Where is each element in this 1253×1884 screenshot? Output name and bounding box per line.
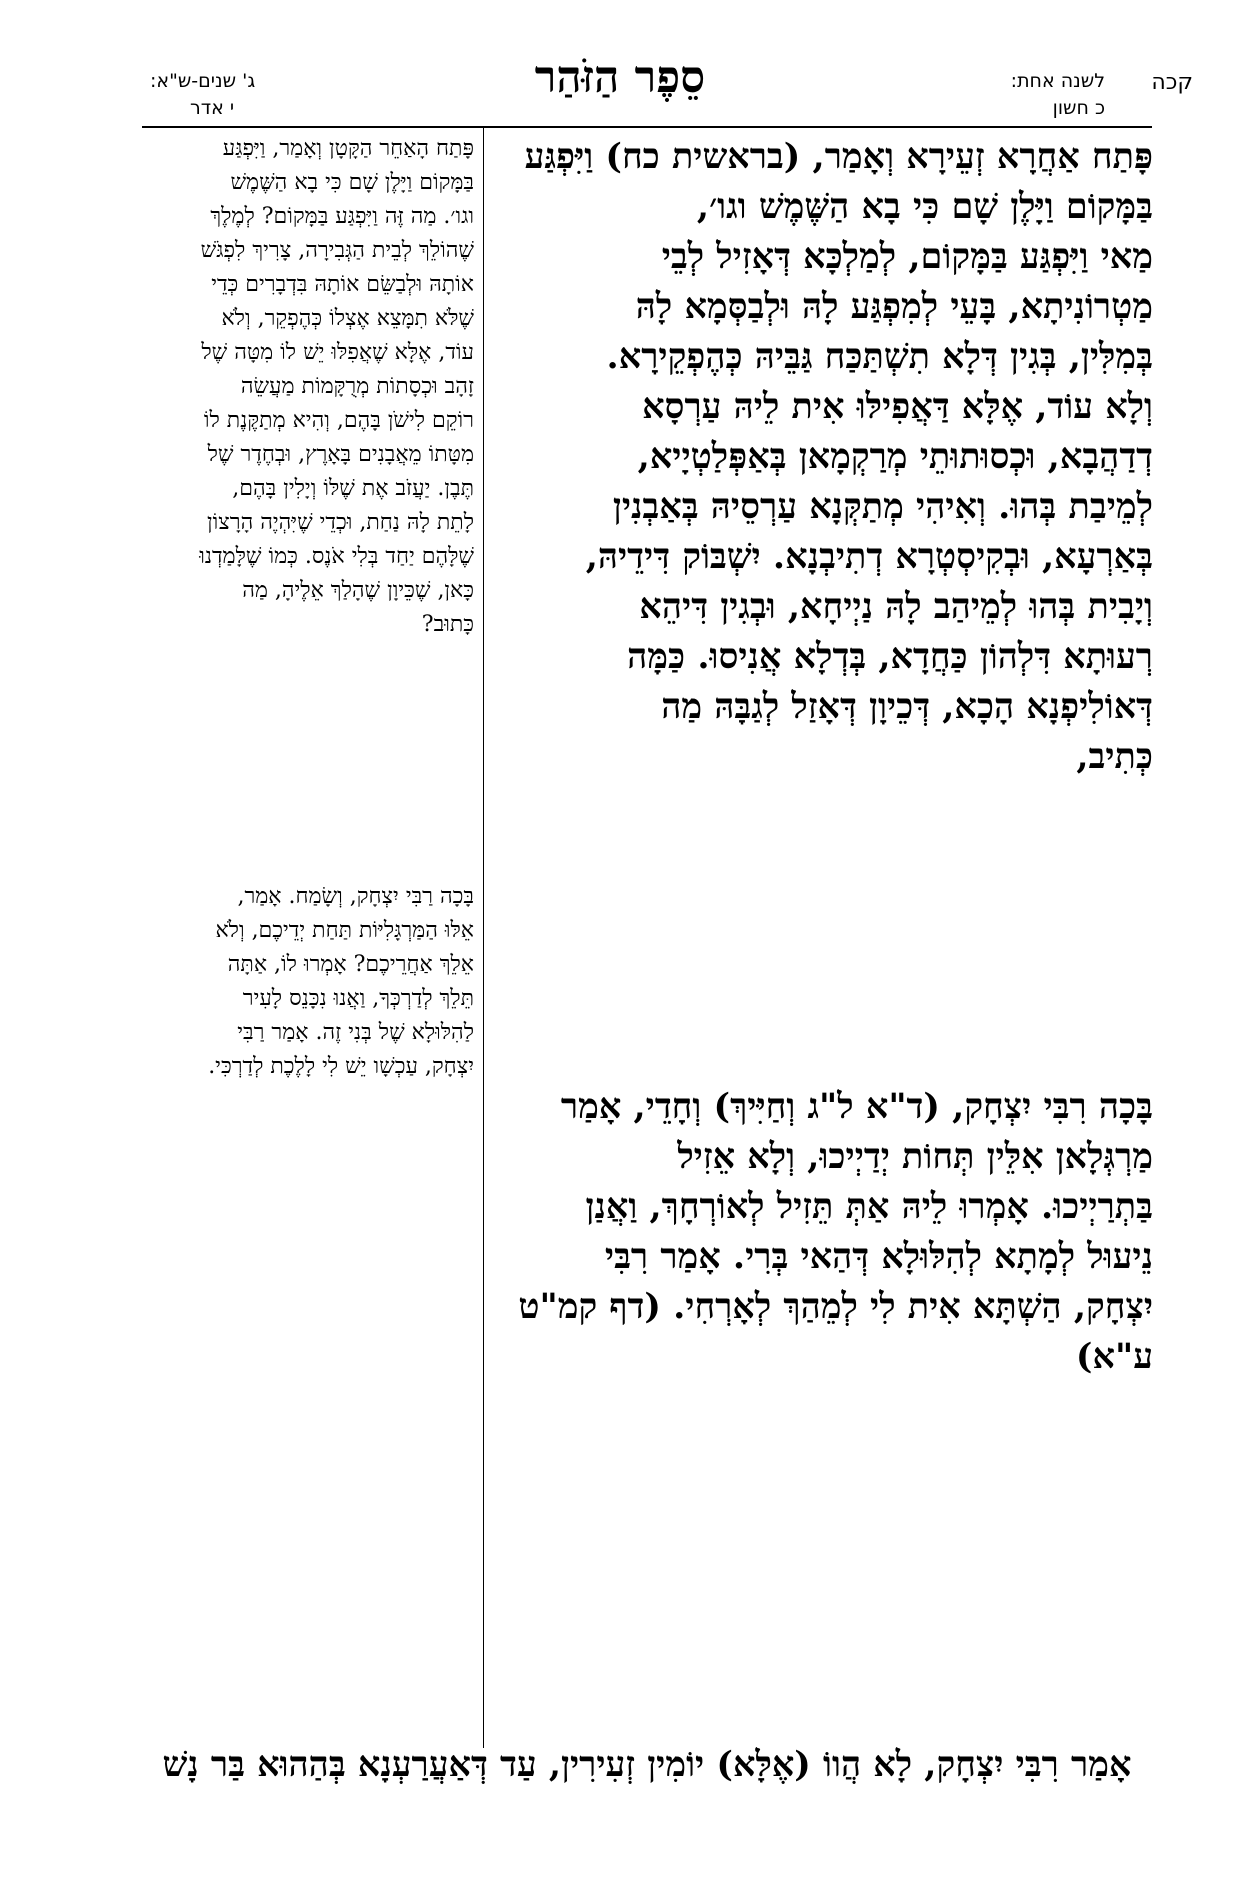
book-title: סֵפֶר הַזֹּהַר: [534, 52, 706, 103]
aramaic-main-text: פָּתַח אַחֲרָא זְעֵירָא וְאָמַר, (בראשית כח) וַיִּפְגַּע בַּמָּקוֹם וַיָּלֶן שָׁם כִּי בָא הַשֶּׁמֶשׁ וגו׳, מַאי וַיִּפְגַּע בַּמָּקוֹם, לְמַלְכָּא דְּאָזִיל לְבֵי מַטְרוֹנִיתָא, בָּעֵי לְמִפְגַּע לָהּ וּלְבַסְּמָא לָהּ בְּמִלִּין, בְּגִין דְּלָא תִשְׁתַּכַּח גַּבֵּיהּ כְּהֶפְקֵירָא. וְלָא עוֹד, אֶלָּא דַּאֲפִילּוּ אִית לֵיהּ עַרְסָא דְדַהֲבָא, וּכְסוּתוּתֵי מְרַקְמָאן בְּאַפְּלַטְיָיא, לְמֵיבַת בְּהוּ. וְאִיהִי מְתַקְּנָא עַרְסֵיהּ בְּאַבְנִין בְּאַרְעָא, וּבְקִיסְטְרָא דְתִיבְנָא. יִשְׁבּוֹק דִּידֵיהּ, וְיָבִית בְּהוּ לְמֵיהַב לָהּ נַיְיחָא, וּבְגִין דִּיהֵא רְעוּתָא דִּלְהוֹן כַּחֲדָא, בְּדְלָא אֲנִיסוּ. כַּמָּה דְּאוֹלִיפְנָא הָכָא, דְּכֵיוָן דְּאָזַל לְגַבָּהּ מַה כְּתִיב, בָּכָה רִבִּי יִצְחָק, (ד"א ל"ג וְחַיִּיךְ) וְחָדֵי, אָמַר מַרְגְּלָאן אִלֵּין תְּחוֹת יְדַיְיכוּ, וְלָא אֵזִיל בַּתְרַיְיכוּ. אָמְרוּ לֵיהּ אַתְּ תֵּזִיל לְאוֹרְחָךְ, וַאֲנַן נֵיעוּל לְמָתָא לְהִלּוּלָא דְּהַאי בְּרִי. אָמַר רִבִּי יִצְחָק, הַשְׁתָּא אִית לִי לְמֵהַךְ לְאָרְחִי. (דף קמ"ט ע"א): [518, 136, 1153, 1377]
page-number: קכה: [1151, 70, 1193, 95]
reading-date-right: כ חשון: [1052, 97, 1105, 119]
column-divider: [483, 128, 484, 1748]
continuation-line: אָמַר רִבִּי יִצְחָק, לָא הֲווֹ (אֶלָּא) יוֹמִין זְעִירִין, עַד דְּאַעֲרַעְנָא בְּהַהוּא בַּר נָשׁ: [162, 1744, 1132, 1785]
hebrew-translation-text: פָּתַח הָאַחֵר הַקָּטָן וְאָמַר, וַיִּפְגַּע בַּמָּקוֹם וַיָּלֶן שָׁם כִּי בָא הַשֶּׁמֶשׁ וגו׳. מַה זֶּה וַיִּפְגַּע בַּמָּקוֹם? לְמֶלֶךְ שֶׁהוֹלֵךְ לְבֵית הַגְּבִירָה, צָרִיךְ לִפְגֹּשׁ אוֹתָהּ וּלְבַשֵּׂם אוֹתָהּ בִּדְבָרִים כְּדֵי שֶׁלֹּא תִמָּצֵא אֶצְלוֹ כְּהֶפְקֵר, וְלֹא עוֹד, אֶלָּא שֶׁאֲפִלּוּ יֵשׁ לוֹ מִטָּה שֶׁל זָהָב וּכְסָתוֹת מְרֻקָּמוֹת מַעֲשֵׂה רוֹקֵם לִישֹׁן בָּהֶם, וְהִיא מְתַקֶּנֶת לוֹ מִטָּתוֹ מֵאֲבָנִים בָּאָרֶץ, וּבְחֶדֶר שֶׁל תֶּבֶן. יַעֲזֹב אֶת שֶׁלּוֹ וְיָלִין בָּהֶם, לָתֵת לָהּ נַחַת, וּכְדֵי שֶׁיִּהְיֶה הָרָצוֹן שֶׁלָּהֶם יַחַד בְּלִי אֹנֶס. כְּמוֹ שֶׁלָּמַדְנוּ כָּאן, שֶׁכֵּיוָן שֶׁהָלַךְ אֵלֶיהָ, מַה כָּתוּב? בָּכָה רַבִּי יִצְחָק, וְשָׂמַח. אָמַר, אֵלּוּ הַמַּרְגָּלִיּוֹת תַּחַת יְדֵיכֶם, וְלֹא אֵלֵךְ אַחֲרֵיכֶם? אָמְרוּ לוֹ, אַתָּה תֵּלֵךְ לְדַרְכְּךָ, וַאֲנוּ נִכָּנֵס לָעִיר לַהִלּוּלָא שֶׁל בְּנִי זֶה. אָמַר רַבִּי יִצְחָק, עַכְשָׁו יֵשׁ לִי לָלֶכֶת לְדַרְכִּי.: [199, 136, 474, 1079]
reading-years-label: ג' שנים-ש"א:: [150, 70, 256, 92]
header-divider: [142, 126, 1152, 128]
reading-date-left: י אדר: [190, 97, 235, 119]
reading-schedule-label: לשנה אחת:: [1010, 70, 1105, 92]
